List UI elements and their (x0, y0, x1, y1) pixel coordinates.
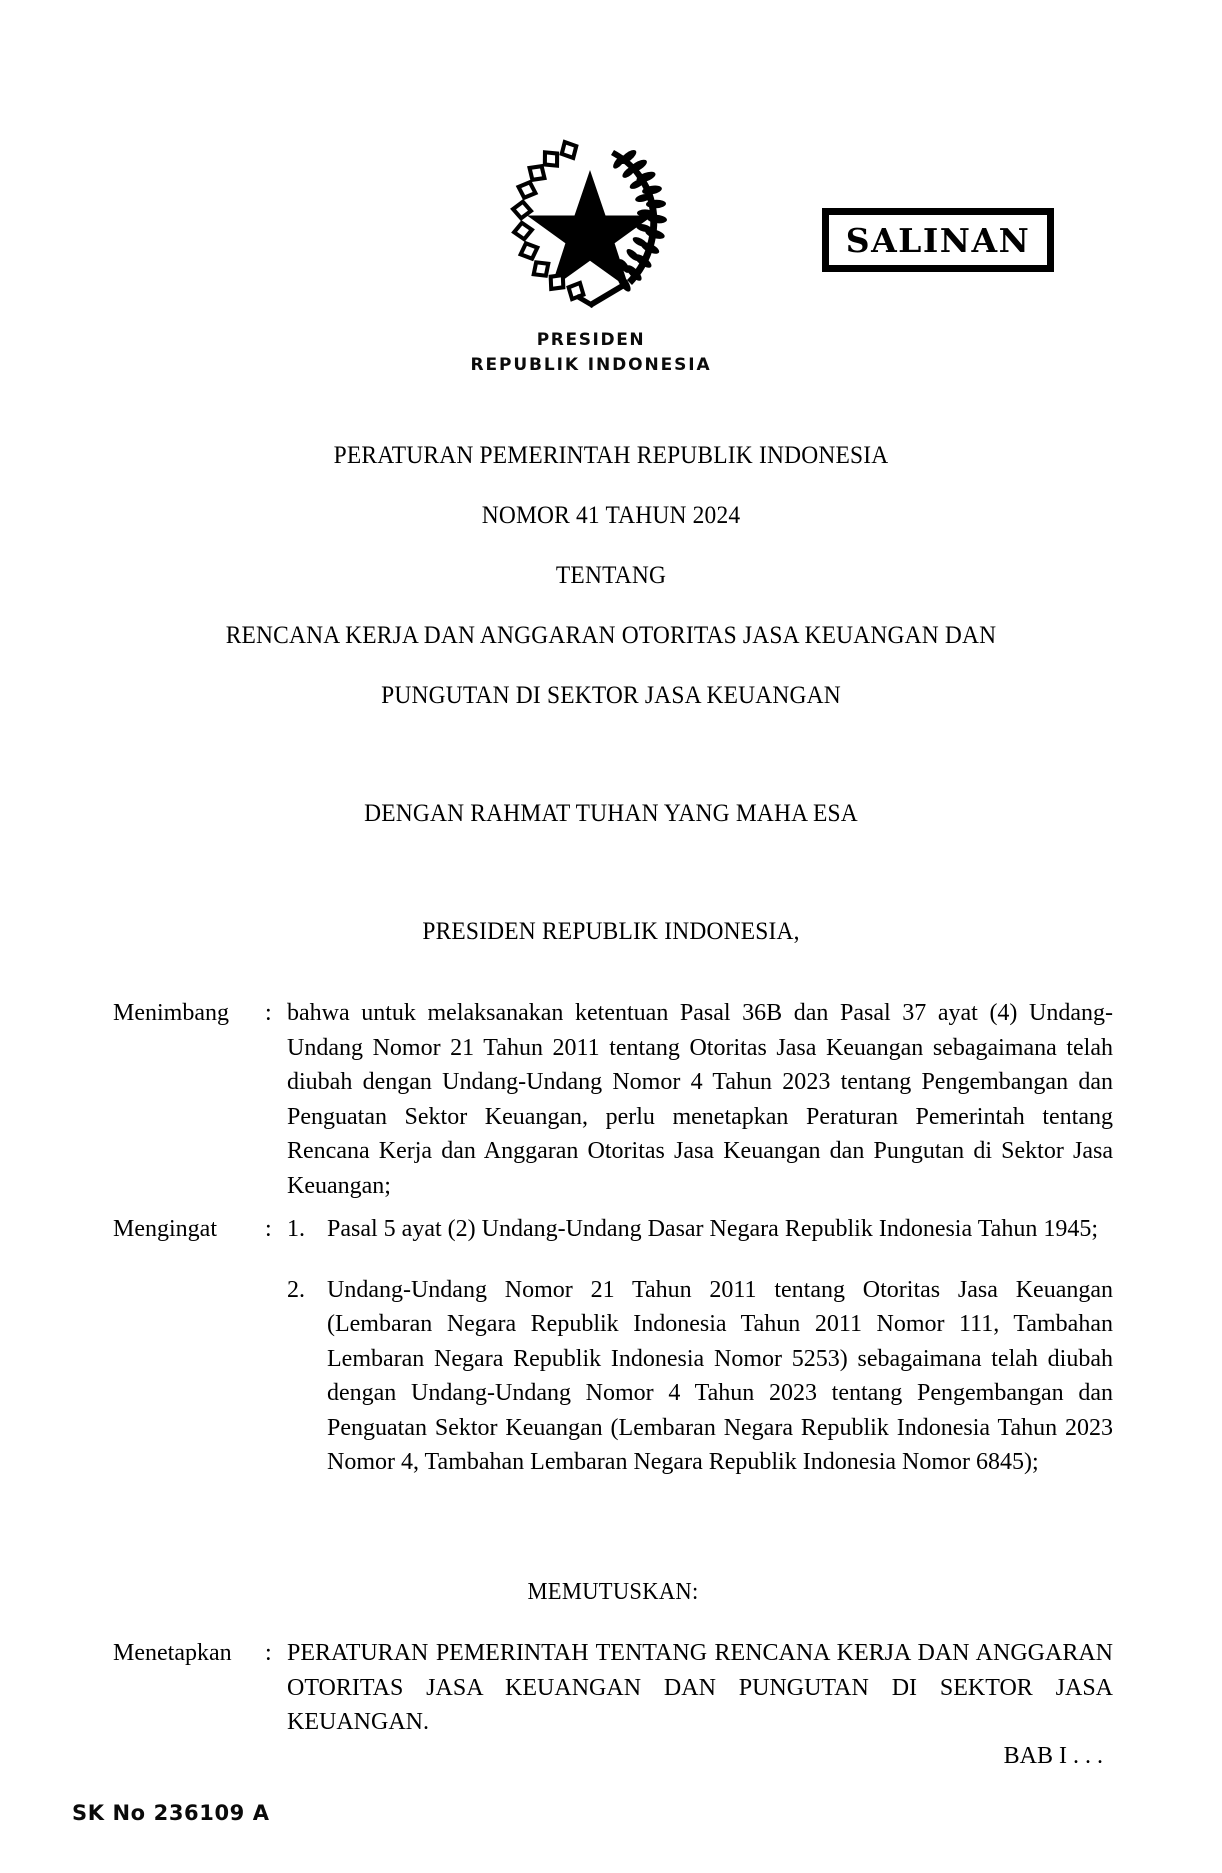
salinan-stamp-label: SALINAN (845, 220, 1031, 260)
clause-mengingat-colon: : (265, 1216, 272, 1242)
title-spacer (113, 530, 1109, 560)
institution-line-2: REPUBLIK INDONESIA (470, 355, 712, 375)
list-item (287, 1273, 1113, 1480)
list-item-marker: 1. (287, 1216, 305, 1242)
clause-menimbang-colon: : (265, 1000, 272, 1026)
title-line-authority: PRESIDEN REPUBLIK INDONESIA, (422, 916, 800, 945)
clause-menimbang (113, 996, 1113, 1203)
title-line-subject-2: PUNGUTAN DI SEKTOR JASA KEUANGAN (381, 680, 841, 709)
clause-menetapkan-text: PERATURAN PEMERINTAH TENTANG RENCANA KERJA DAN ANGGARAN OTORITAS JASA KEUANGAN DAN PUNGUTAN DI SEKTOR JASA KEUANGAN. (287, 1640, 1113, 1735)
footer-document-code: SK No 236109 A (72, 1801, 270, 1825)
title-spacer (113, 828, 1109, 916)
document-header (0, 0, 1222, 390)
clause-menetapkan-label: Menetapkan (113, 1640, 232, 1666)
clause-mengingat (113, 1212, 1113, 1480)
list-item-text: Pasal 5 ayat (2) Undang-Undang Dasar Negara Republik Indonesia Tahun 1945; (327, 1216, 1098, 1242)
clause-menetapkan-wrapper (113, 1636, 1113, 1740)
title-line-subject-1: RENCANA KERJA DAN ANGGARAN OTORITAS JASA KEUANGAN DAN (225, 620, 997, 649)
presidential-emblem (495, 128, 685, 318)
title-spacer (113, 470, 1109, 500)
clause-menetapkan-colon: : (265, 1640, 272, 1666)
title-line-number: NOMOR 41 TAHUN 2024 (481, 500, 741, 529)
clause-menimbang-text: bahwa untuk melaksanakan ketentuan Pasal 36B dan Pasal 37 ayat (4) Undang-Undang Nomor 21 Tahun 2011 tentang Otoritas Jasa Keuangan sebagaimana telah diubah dengan Undang-Undang Nomor 4 Tahun 2023 tentang Pengembangan dan Penguatan Sektor Keuangan, perlu menetapkan Peraturan Pemerintah tentang Rencana Kerja dan Anggaran Otoritas Jasa Keuangan dan Pungutan di Sektor Jasa Keuangan; (287, 1000, 1113, 1199)
title-spacer (113, 710, 1109, 798)
institution-line-1: PRESIDEN (536, 330, 646, 350)
clause-menetapkan (113, 1636, 1113, 1740)
star-wreath-icon (495, 128, 685, 318)
clause-mengingat-list (287, 1212, 1113, 1480)
document-title-block (113, 440, 1109, 946)
list-item-text: Undang-Undang Nomor 21 Tahun 2011 tentang Otoritas Jasa Keuangan (Lembaran Negara Republik Indonesia Tahun 2011 Nomor 111, Tambahan Lembaran Negara Republik Indonesia Nomor 5253) sebagaimana telah diubah dengan Undang-Undang Nomor 4 Tahun 2023 tentang Pengembangan dan Penguatan Sektor Keuangan (Lembaran Negara Republik Indonesia Tahun 2023 Nomor 4, Tambahan Lembaran Negara Republik Indonesia Nomor 6845); (327, 1276, 1113, 1475)
salinan-stamp (822, 208, 1054, 272)
title-line-tentang: TENTANG (555, 560, 667, 589)
document-body (113, 996, 1113, 1480)
list-item (287, 1212, 1113, 1247)
title-line-regulation: PERATURAN PEMERINTAH REPUBLIK INDONESIA (333, 440, 889, 469)
title-line-blessing: DENGAN RAHMAT TUHAN YANG MAHA ESA (364, 798, 858, 827)
title-spacer (113, 650, 1109, 680)
institution-header (361, 328, 821, 378)
clause-mengingat-label: Mengingat (113, 1216, 217, 1242)
list-item-marker: 2. (287, 1276, 305, 1303)
title-spacer (113, 590, 1109, 620)
clause-menimbang-label: Menimbang (113, 1000, 229, 1026)
continuation-note: BAB I . . . (1003, 1743, 1103, 1769)
salinan-stamp-inner-border (827, 213, 1049, 267)
memutuskan-heading: MEMUTUSKAN: (527, 1579, 699, 1605)
